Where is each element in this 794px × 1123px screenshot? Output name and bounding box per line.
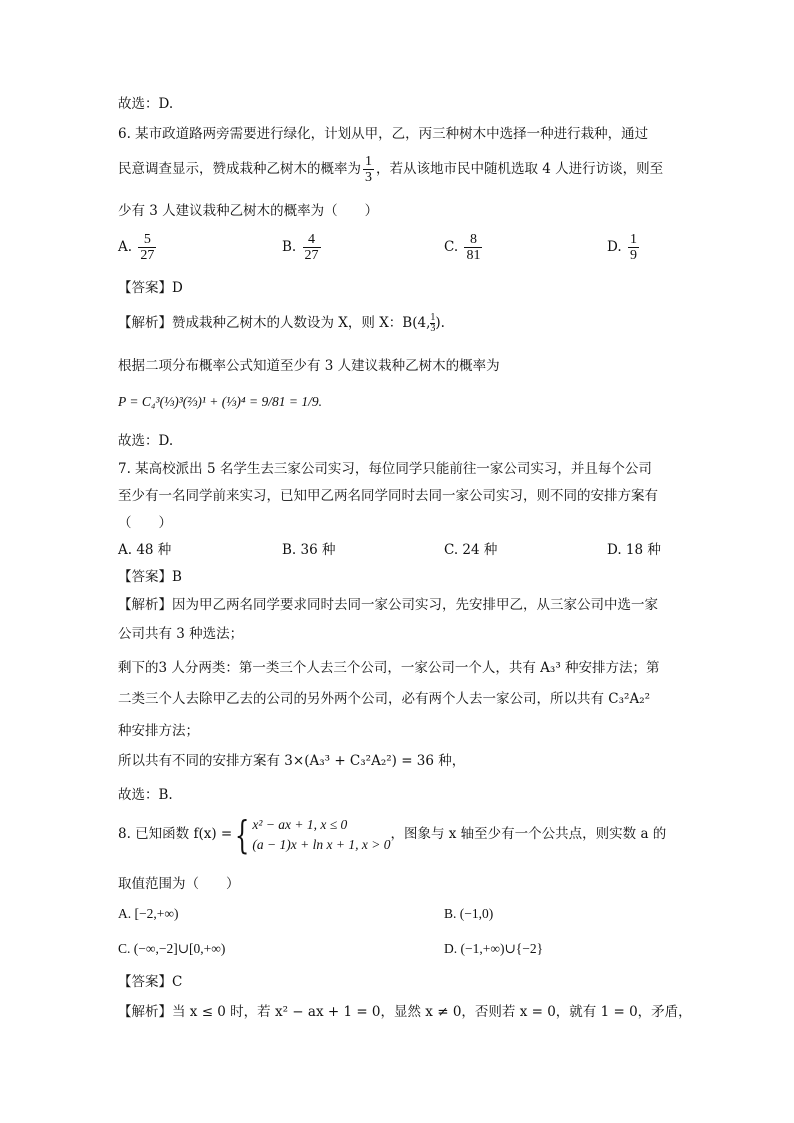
option-fraction — [303, 232, 321, 263]
q7-explanation-line5: 种安排方法； — [118, 723, 199, 739]
q7-stem-line1: 7. 某高校派出 5 名学生去三家公司实习，每位同学只能前往一家公司实习，并且每个公司 — [118, 461, 652, 477]
q7-option-c[interactable]: C. 24 种 — [444, 542, 498, 558]
piecewise-case-2: (a − 1)x + ln x + 1, x > 0 — [252, 836, 391, 852]
q7-explanation-line4: 二类三个人去除甲乙去的公司的另外两个公司，必有两个人去一家公司，所以共有 C₃²A₂² — [118, 691, 651, 707]
q6-explanation-post: ). — [435, 315, 445, 331]
q7-explanation-line6: 所以共有不同的安排方案有 3×(A₃³ + C₃²A₂²) = 36 种， — [118, 753, 466, 769]
q7-explanation-line2: 公司共有 3 种选法； — [118, 626, 244, 642]
q6-explanation-line2: 根据二项分布概率公式知道至少有 3 人建议栽种乙树木的概率为 — [118, 358, 500, 374]
fraction-numerator: 1 — [430, 312, 436, 323]
q6-probability-fraction — [363, 154, 374, 185]
fraction-numerator: 1 — [629, 232, 637, 247]
fraction-denominator: 3 — [430, 323, 436, 334]
q7-option-a[interactable]: A. 48 种 — [118, 542, 172, 558]
piecewise-cases — [252, 815, 390, 855]
q7-stem-line2: 至少有一名同学前来实习，已知甲乙两名同学同时去同一家公司实习，则不同的安排方案有 — [118, 488, 658, 504]
q7-explanation-line1: 【解析】因为甲乙两名同学要求同时去同一家公司实习，先安排甲乙，从三家公司中选一家 — [118, 597, 658, 613]
fraction-numerator: 4 — [308, 232, 316, 247]
fraction-denominator: 81 — [466, 248, 481, 263]
q6-option-c[interactable] — [444, 232, 484, 263]
q6-option-a[interactable] — [118, 232, 158, 263]
q6-option-d[interactable] — [607, 232, 641, 263]
q8-stem-pre: 8. 已知函数 f(x) = — [118, 826, 233, 842]
line-prev-answer: 故选：D. — [118, 96, 174, 112]
option-label: A. — [118, 239, 133, 255]
q7-option-b[interactable]: B. 36 种 — [282, 542, 336, 558]
q6-stem-line2-pre: 民意调查显示，赞成栽种乙树木的概率为 — [118, 161, 361, 177]
fraction-numerator: 1 — [365, 154, 372, 169]
q7-option-d[interactable]: D. 18 种 — [607, 542, 661, 558]
fraction-numerator: 8 — [469, 232, 477, 247]
q8-option-b[interactable]: B. (−1,0) — [444, 906, 494, 921]
q8-explanation-line1: 【解析】当 x ≤ 0 时，若 x² − ax + 1 = 0，显然 x ≠ 0，否则若 x = 0，就有 1 = 0，矛盾， — [118, 1004, 692, 1020]
fraction-denominator: 3 — [365, 170, 372, 185]
fraction-denominator: 27 — [140, 248, 155, 263]
q6-explanation-pre: 【解析】赞成栽种乙树木的人数设为 X，则 X：B(4, — [118, 315, 431, 331]
q8-option-c[interactable]: C. (−∞,−2]∪[0,+∞) — [118, 941, 226, 956]
option-fraction — [138, 232, 156, 263]
q7-stem-line3: （ ） — [118, 515, 172, 531]
q7-end: 故选：B. — [118, 787, 173, 803]
q8-stem-line1 — [118, 812, 666, 856]
q6-stem-line1: 6. 某市政道路两旁需要进行绿化，计划从甲，乙，丙三种树木中选择一种进行栽种，通过 — [118, 126, 649, 142]
q8-stem-post: ，图象与 x 轴至少有一个公共点，则实数 a 的 — [390, 826, 667, 842]
option-label: C. — [444, 239, 459, 255]
q6-stem-line2-post: ，若从该地市民中随机选取 4 人进行访谈，则至 — [376, 161, 664, 177]
q6-explanation-line1 — [118, 310, 445, 336]
q6-answer: 【答案】D — [118, 280, 183, 296]
q6-stem-line3: 少有 3 人建议栽种乙树木的概率为（ ） — [118, 203, 379, 219]
q7-explanation-line3: 剩下的3 人分两类：第一类三个人去三个公司，一家公司一个人，共有 A₃³ 种安排方法；第 — [118, 660, 660, 676]
q6-option-b[interactable] — [282, 232, 323, 263]
q8-option-d[interactable]: D. (−1,+∞)∪{−2} — [444, 941, 544, 956]
option-label: B. — [282, 239, 297, 255]
q8-option-a[interactable]: A. [−2,+∞) — [118, 906, 179, 921]
q8-stem-line2: 取值范围为（ ） — [118, 876, 240, 892]
fraction-denominator: 27 — [304, 248, 319, 263]
option-label: D. — [607, 239, 622, 255]
q8-answer: 【答案】C — [118, 974, 183, 990]
option-fraction — [628, 232, 639, 263]
option-fraction — [464, 232, 482, 263]
piecewise-case-1: x² − ax + 1, x ≤ 0 — [252, 816, 348, 832]
fraction-numerator: 5 — [143, 232, 151, 247]
q7-answer: 【答案】B — [118, 569, 182, 585]
left-brace-icon: { — [235, 812, 250, 857]
q6-stem-line2 — [118, 152, 663, 186]
fraction-denominator: 9 — [629, 248, 637, 263]
q6-end: 故选：D. — [118, 433, 174, 449]
q6-probability-formula: P = C₄³(⅓)³(⅔)¹ + (⅓)⁴ = 9/81 = 1/9. — [118, 394, 322, 409]
